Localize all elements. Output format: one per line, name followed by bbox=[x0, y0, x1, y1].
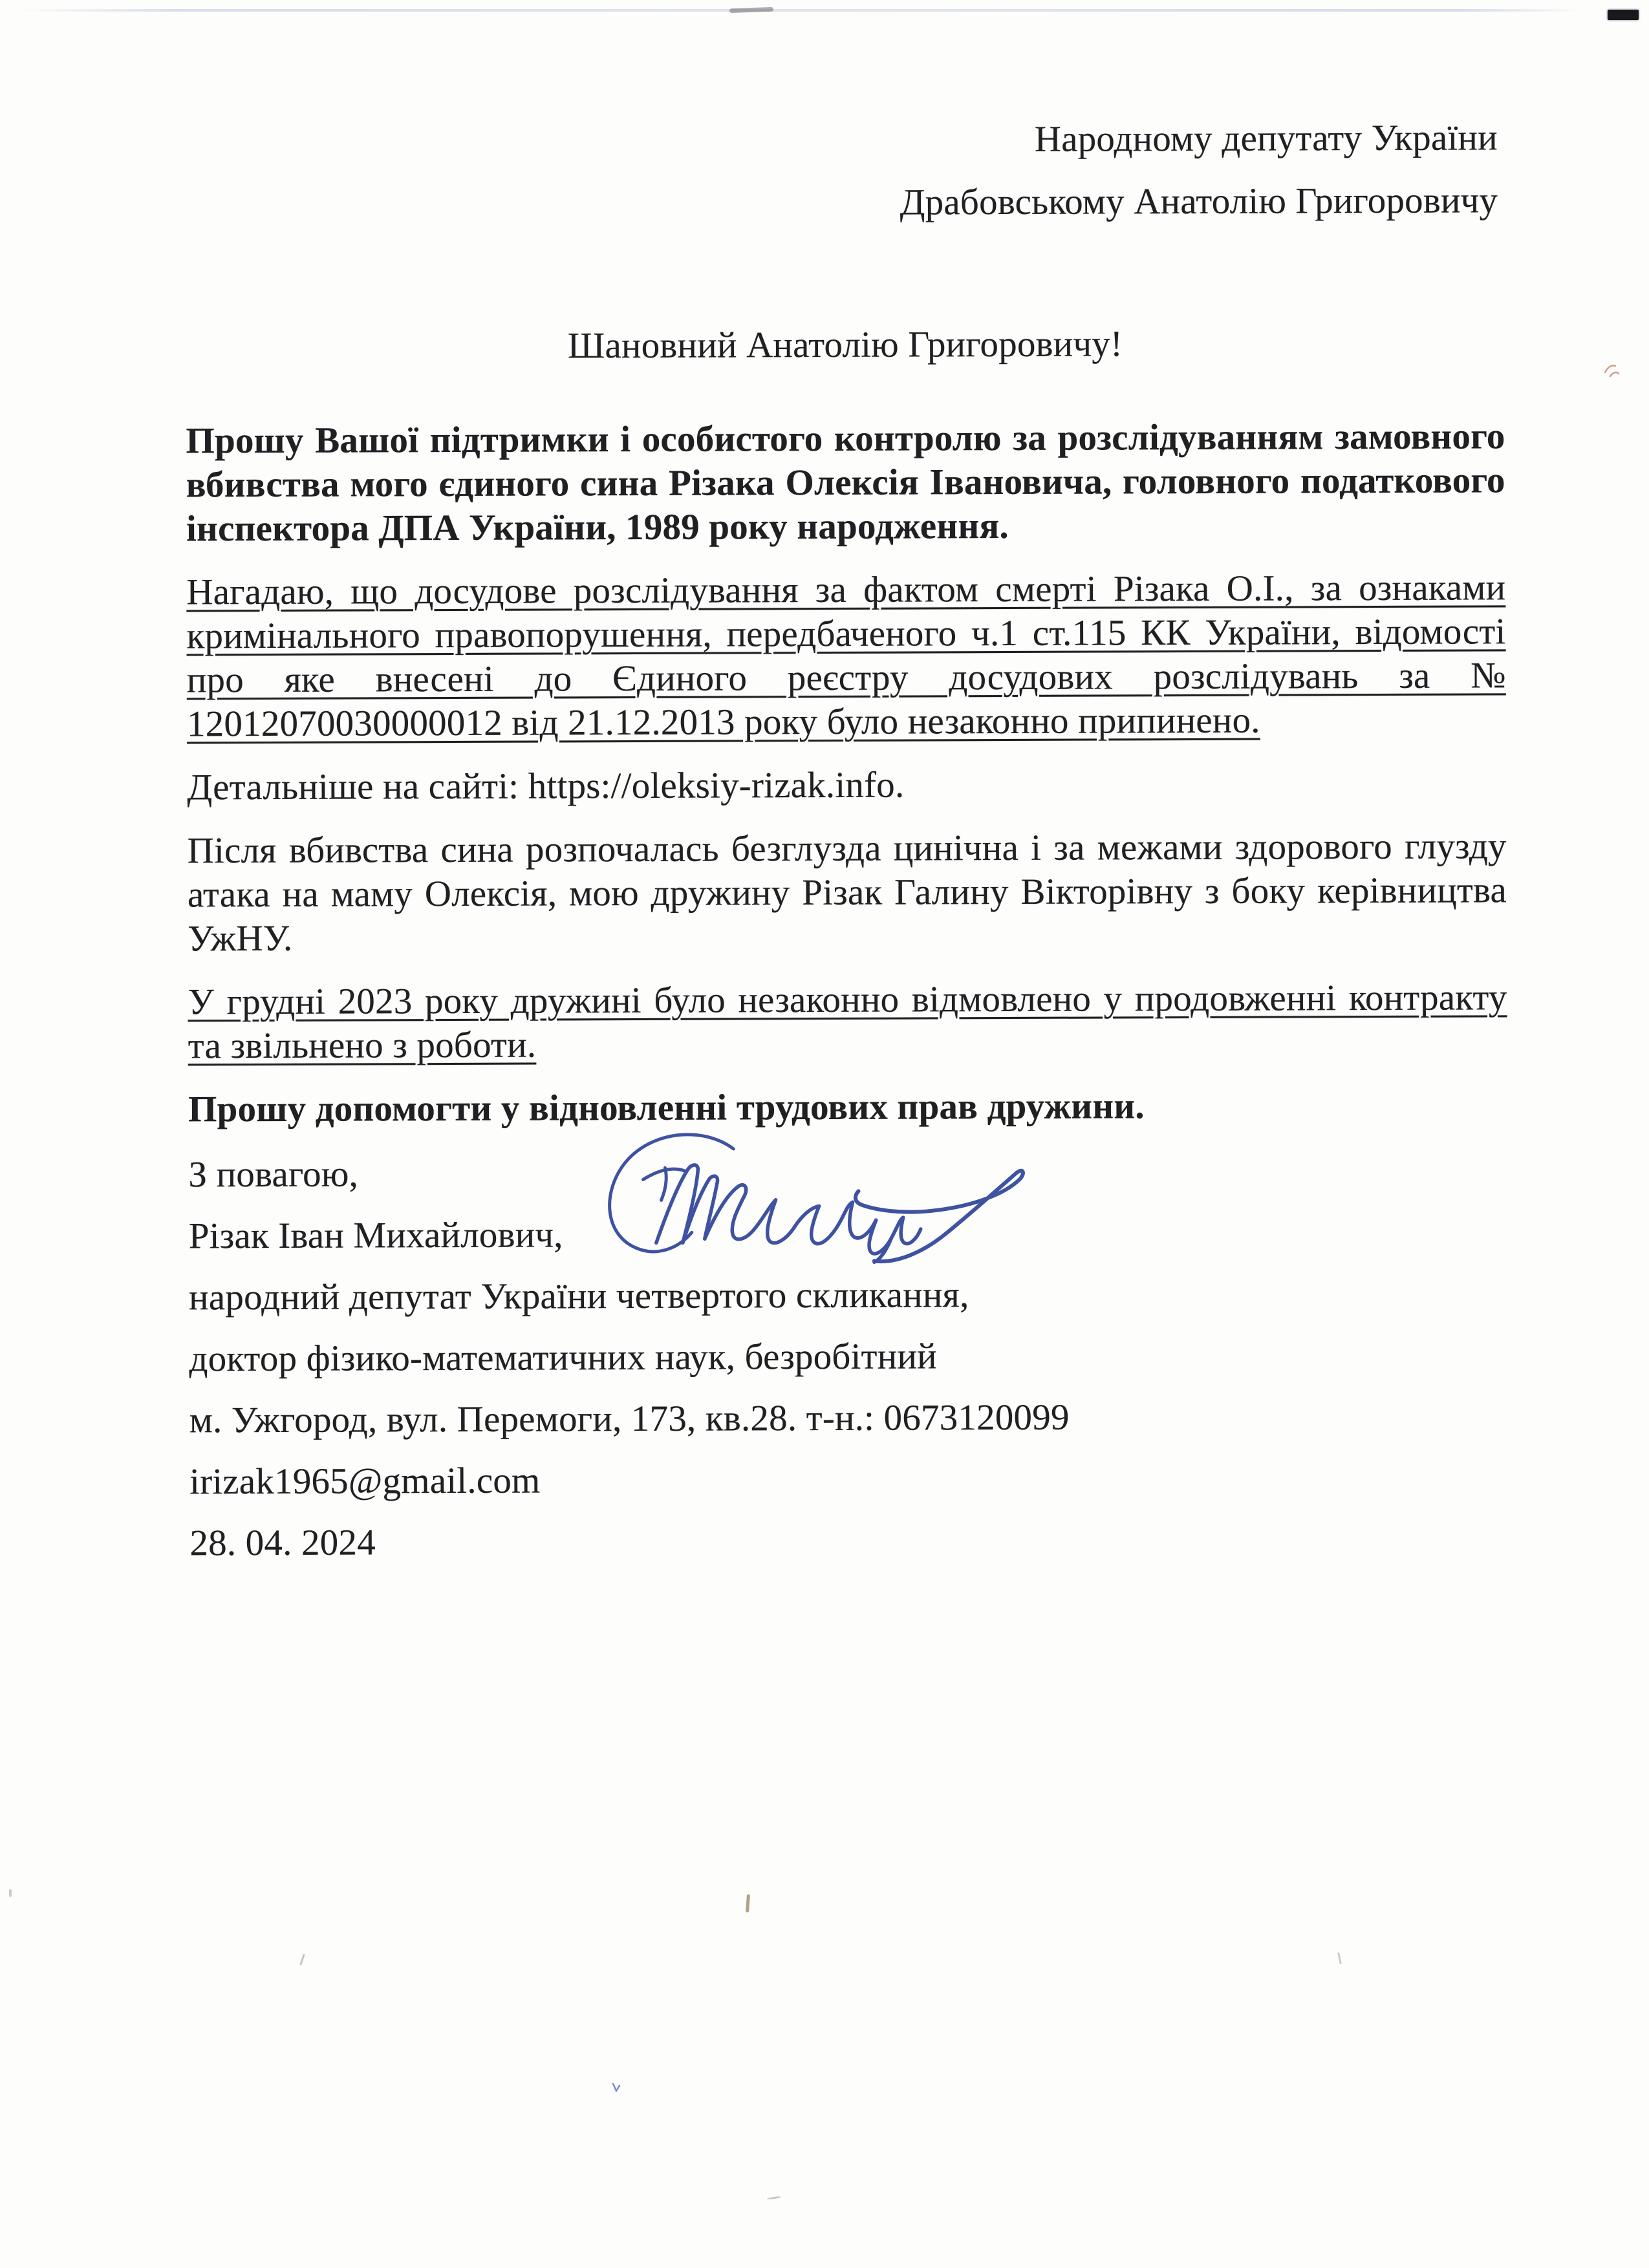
signer-name-line: Різак Іван Михайлович, bbox=[188, 1214, 563, 1257]
recipient-line-2: Драбовському Анатолію Григоровичу bbox=[900, 180, 1498, 223]
support-request-paragraph: Прошу Вашої підтримки і особистого контролю за розслідуванням замовного вбивства мого єдиного сина Різака Олексія Івановича, головного податкового інспектора ДПА України, 1989 року народження. bbox=[186, 416, 1505, 550]
letter-body bbox=[186, 414, 1507, 1151]
signer-address-phone-line: м. Ужгород, вул. Перемоги, 173, кв.28. т-н.: 0673120099 bbox=[189, 1396, 1070, 1441]
signer-title-line: народний депутат України четвертого скликання, bbox=[188, 1274, 969, 1318]
website-reference-line: Детальніше на сайті: https://oleksiy-rizak.info. bbox=[187, 764, 905, 808]
signature-ink-icon bbox=[570, 1113, 1036, 1267]
investigation-closed-paragraph: Нагадаю, що досудове розслідування за фактом смерті Різака О.І., за ознаками кримінального правопорушення, передбаченого ч.1 ст.115 КК України, відомості про яке внесені до Єдиного реєстру досудових розслідувань за № 12012070030000012 від 21.12.2013 року було незаконно припинено. bbox=[186, 567, 1506, 745]
salutation-line: Шановний Анатолію Григоровичу! bbox=[567, 323, 1123, 367]
attack-on-wife-paragraph: Після вбивства сина розпочалась безглузда цинічна і за межами здорового глузду атака на маму Олексія, мою дружину Різак Галину Вікторівну з боку керівництва УжНУ. bbox=[187, 826, 1507, 959]
letter-date-line: 28. 04. 2024 bbox=[189, 1522, 376, 1564]
closing-line: З повагою, bbox=[188, 1153, 359, 1195]
contract-termination-paragraph: У грудні 2023 року дружині було незаконно відмовлено у продовженні контракту та звільнено з роботи. bbox=[188, 977, 1507, 1067]
signer-degree-line: доктор фізико-математичних наук, безробітний bbox=[189, 1336, 937, 1380]
signer-email-line: irizak1965@gmail.com bbox=[189, 1460, 541, 1503]
recipient-line-1: Народному депутату України bbox=[1034, 117, 1498, 160]
handwritten-signature bbox=[570, 1113, 1036, 1267]
recipient-block bbox=[900, 106, 1498, 233]
restore-rights-request-paragraph: Прошу допомогти у відновленні трудових прав дружини. bbox=[188, 1086, 1145, 1130]
